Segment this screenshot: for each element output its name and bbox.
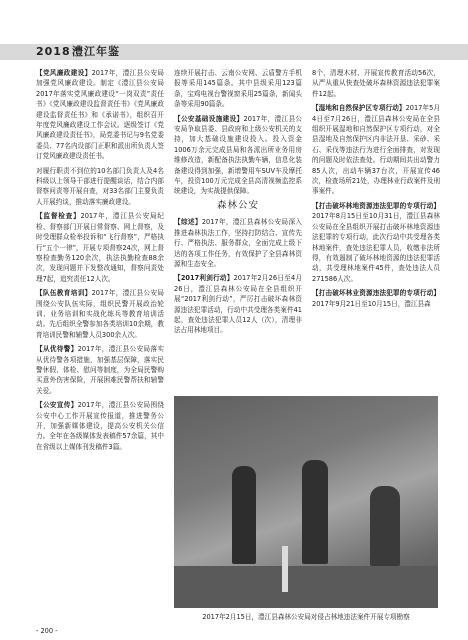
paragraph: 8个，清理木材、开展宣传教育活动56次，从严从重从快查处破坏森林资源违法犯罪案件12起。 [312, 69, 440, 98]
photo-caption: 2017年2月15日，澧江县森林公安局对侵占林地违法案件开展专项勘察 [202, 613, 410, 621]
photo-person [302, 460, 328, 564]
column-1 [36, 68, 164, 456]
paragraph: 【从优待警】2017年，澧江县公安局落实从优待警各项措施，加强基层保障，落实民警休假、体检、慰问等制度，为全局民警购买意外伤害保险，开展困难民警帮扶和辅警关爱。 [36, 345, 165, 395]
page-number: - 200 - [36, 627, 58, 635]
photo-measuring-stake [282, 546, 288, 592]
section-title-forest-police: 森林公安 [216, 199, 259, 211]
paragraph: 对履行职责不到位的10名部门负责人及4名科级以上领导干部进行提醒谈话，结合内部督察问责等开展自查，对33名部门主要负责人开展约谈，推动落实廉政建设。 [36, 166, 164, 206]
photo-person [232, 466, 256, 564]
paragraph: 【打击破坏林业资源违法犯罪的专项行动】2017年9月21日至10月15日，澧江县森 [312, 289, 440, 308]
paragraph: 【党风廉政建设】2017年，澧江县公安局加强党风廉政建设。制定《澧江县公安局2017年落实党风廉政建设“一岗双责”责任书》《党风廉政建设监督责任书》《党风廉政建设监督责任书》和《承诺书》，组织召开年度党风廉政建设工作会议。逐级签订《党风廉政建设责任书》，局党委书记与9名党委委员、77名内设部门正职和派出所负责人签订党风廉政建设责任书。 [36, 69, 164, 161]
column-2 [174, 68, 302, 340]
photo-ground [174, 566, 438, 608]
yearbook-year: 2018 [36, 45, 71, 58]
paragraph: 【打击破坏林地资源违法犯罪的专项行动】2017年8月15日至10月31日，澧江县森林公安局在全县组织开展打击破坏林地资源违法犯罪的专项行动，此次行动中共受理各类林地案件，查处违法犯罪人员，收缴非法所得，有效遏制了破坏林地资源的违法犯罪活动，共受理林地案件45件，查处违法人员271586人次。 [312, 201, 440, 283]
paragraph: 【监督检查】2017年，澧江县公安局纪检、督察部门开展日常督察、网上督察，及时受理群众检举投诉和“飞行督察”，严格执行“五个一律”，开展专项督察24次，网上督察检查勤务120余次，执法执勤检查88余次，发现问题并下发整改通知，督察问责处理7起，追究责任12人次。 [36, 212, 165, 283]
paragraph: 【公安宣传】2017年，澧江县公安局围绕公安中心工作开展宣传报道，推进警务公开，加强新媒体建设，提高公安机关公信力。全年在各级媒体发表稿件57余篇，其中在省级以上媒体刊发稿件3篇。 [36, 401, 165, 451]
column-3 [312, 68, 440, 313]
paragraph: 【湿地和自然保护区专项行动】2017年5月4日至7月26日，澧江县森林公安局在全县组织开展湿地和自然保护区专项行动，对全县湿地及自然保护区内非法开垦、采砂、采石、采伐等违法行为进行全面排查，对发现的问题及时依法查处。行动期间共出动警力85人次，出动车辆37台次，开展宣传46次，检查场所21处，办理林业行政案件及刑事案件。 [312, 104, 440, 196]
paragraph: 连续开展打击、云南公安网、云盾警方手机报等采用145篇条。其中县级采用123篇条，宝鸡电视台警视窗采用25篇条，新闻头条等采用90篇条。 [174, 69, 302, 109]
page-header [0, 0, 468, 64]
paragraph: 【公安基础设施建设】2017年，澧江县公安局争取县委、县政府和上级公安机关的支持，加大基础设施建设投入。投入资金1006万余元完成县局和各派出所业务用房维修改造，新配备执法执勤车辆，信息化装备建设得到加强，新增警用车SUV车及摩托车，投资100万元完成全县高清视频监控系统建设，为实战提供保障。 [174, 114, 303, 196]
paragraph: 【综述】2017年，澧江县森林公安局深入推进森林执法工作，坚持打防结合、宣传先行、严格执法、服务群众，全面完成上级下达的各项工作任务，有效保护了全县森林资源和生态安全。 [174, 218, 303, 268]
paragraph: 【队伍教育培训】2017年，澧江县公安局围绕公安队伍实际，组织民警开展政治轮训、业务培训和实战化练兵等教育培训活动。先后组织全警参加各类培训10余期，教育培训民警和辅警人员300余人次。 [36, 289, 164, 339]
paragraph: 【2017利剑行动】2017年2月26日至4月26日，澧江县森林公安局在全县组织开展“2017利剑行动”，严厉打击破坏森林资源违法犯罪活动，行动中共受理各类案件41起，查处违法犯罪人员12人（次），清理非法占用林地项目。 [174, 274, 302, 335]
photo-person [370, 486, 400, 566]
yearbook-title: 澧江年鉴 [72, 45, 120, 58]
forest-inspection-photo [174, 396, 438, 608]
